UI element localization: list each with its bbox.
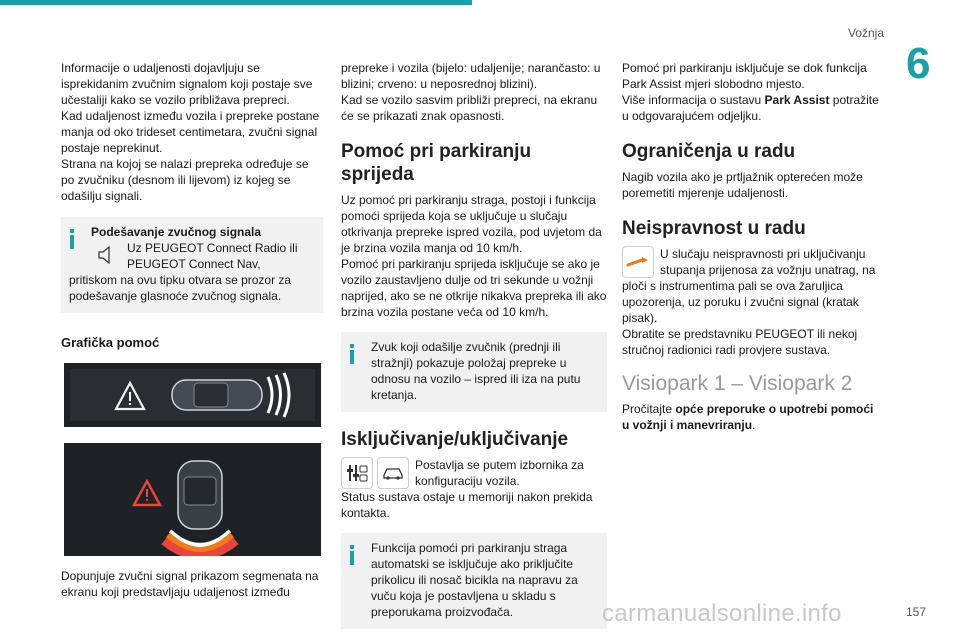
paragraph: Kad se vozilo sasvim približi prepreci, na ekranu će se prikazati znak opasnosti. [341, 93, 598, 123]
info-icon [350, 545, 354, 565]
text-run: potražite u odgovarajućem odjeljku. [622, 93, 879, 123]
column-1 [61, 60, 323, 600]
recommendations-link-text: opće preporuke o upotrebi pomoći u vožnji i manevriranju [622, 402, 874, 432]
info-box-sound [61, 217, 323, 313]
parking-display-image-2 [64, 443, 321, 556]
limits-heading: Ograničenja u radu [622, 141, 796, 162]
fault-line: U slučaju neispravnosti pri uključivanju stupanja prijenosa za vožnju unatrag, na [660, 247, 876, 277]
text-run: . [752, 418, 756, 432]
paragraph: Nagib vozila ako je prtljažnik opterećen može poremetiti mjerenje udaljenosti. [622, 170, 863, 200]
paragraph: Pomoć pri parkiranju isključuje se dok funkcija Park Assist mjeri slobodno mjesto. [622, 61, 867, 91]
visiopark-heading: Visiopark 1 – Visiopark 2 [622, 372, 853, 395]
speaker-icon [91, 240, 121, 270]
onoff-line: Postavlja se putem izbornika za konfiguraciju vozila. [415, 458, 584, 488]
paragraph: Uz pomoć pri parkiranju straga, postoji i funkcija pomoći sprijeda koja se uključuje u slučaju otkrivanja prepreke ispred vozila, pod uvjetom da je brzina vozila manja od 10 km/h. [341, 193, 602, 255]
parking-display-image-1 [64, 363, 321, 427]
fault-heading: Neispravnost u radu [622, 218, 806, 239]
watermark: carmanualsonline.info [602, 600, 842, 627]
front-assist-heading: Pomoć pri parkiranju sprijeda [341, 141, 532, 185]
paragraph: ploči s instrumentima pali se ova žaruljica upozorenja, uz poruku i zvučni signal (kratak pisak). [622, 279, 859, 325]
info-icon [70, 229, 74, 249]
paragraph [622, 401, 884, 433]
column-2 [341, 60, 607, 629]
info-box-speaker [341, 332, 607, 412]
section-title: Vožnja [847, 26, 884, 40]
paragraph: prepreke i vozila (bijelo: udaljenije; narančasto: u blizini; crveno: u neposrednoj blizini). [341, 61, 601, 91]
page-number: 157 [905, 605, 926, 619]
chapter-number: 6 [906, 39, 931, 88]
paragraph: Informacije o udaljenosti dojavljuju se isprekidanim zvučnim signalom koji postaje sve učestaliji kako se vozilo približava prepreci. [61, 61, 313, 107]
text-run: Pročitajte [622, 402, 676, 416]
paragraph: Pomoć pri parkiranju sprijeda isključuje se ako je vozilo zaustavljeno dulje od tri sekunde u vožnji naprijed, ako se ne otkrije nikakva prepreka ili ako brzina vozila postane veća od 10 km/h. [341, 257, 607, 319]
image-caption: Dopunjuje zvučni signal prikazom segmenata na ekranu koji predstavljaju udaljenost između [61, 569, 319, 599]
info-box-line: Uz PEUGEOT Connect Radio ili PEUGEOT Connect Nav, [127, 241, 298, 271]
onoff-heading: Isključivanje/uključivanje [341, 429, 569, 450]
park-assist-bold: Park Assist [764, 93, 830, 107]
info-box-text: pritiskom na ovu tipku otvara se prozor za podešavanje glasnoće zvučnog signala. [69, 273, 292, 303]
graphic-heading: Grafička pomoć [61, 335, 160, 350]
wrench-warning-icon [622, 246, 654, 278]
top-accent-bar [0, 0, 472, 5]
paragraph: Strana na kojoj se nalazi prepreka određuje se po zvučniku (desnom ili lijevom) iz kojeg se odašilju signali. [61, 157, 309, 203]
paragraph [622, 92, 884, 124]
paragraph: Status sustava ostaje u memoriji nakon prekida kontakta. [341, 490, 593, 520]
car-icon [377, 457, 409, 489]
info-icon [350, 344, 354, 364]
paragraph: Kad udaljenost između vozila i prepreke postane manja od oko trideset centimetara, zvučni signal postaje neprekinut. [61, 109, 320, 155]
info-box-text: Funkcija pomoći pri parkiranju straga automatski se isključuje ako priključite prikolicu ili nosač bicikla na napravu za vuču koja je postavljena u skladu s preporukama proizvođača. [371, 541, 578, 619]
settings-icon [341, 457, 373, 489]
info-box-text: Zvuk koji odašilje zvučnik (prednji ili stražnji) pokazuje položaj prepreke u odnosu na vozilo – ispred ili iza na putu kretanja. [371, 340, 581, 402]
paragraph: Obratite se predstavniku PEUGEOT ili nekoj stručnoj radionici radi provjere sustava. [622, 327, 858, 357]
info-box-title: Podešavanje zvučnog signala [91, 225, 262, 239]
column-3 [622, 60, 884, 433]
info-box-trailer [341, 533, 607, 629]
text-run: Više informacija o sustavu [622, 93, 765, 107]
